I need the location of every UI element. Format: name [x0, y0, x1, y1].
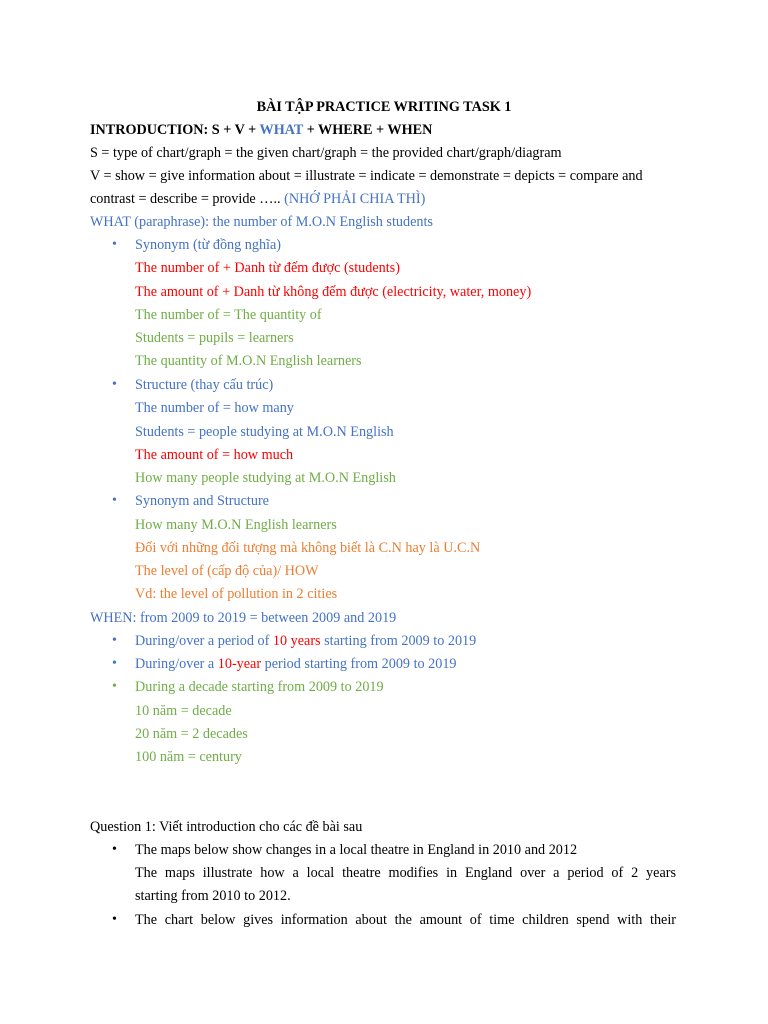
when-item-text: During/over a	[135, 656, 218, 672]
synonym-item: The number of = The quantity of	[135, 307, 322, 323]
page-title: BÀI TẬP PRACTICE WRITING TASK 1	[256, 99, 512, 115]
when-item: 10 năm = decade	[135, 703, 232, 719]
synonym-item: The number of + Danh từ đếm được (students)	[135, 260, 400, 276]
bullet-icon: •	[112, 679, 117, 694]
answer-line: The maps illustrate how a local theatre modifies in England over a period of 2 years	[135, 865, 676, 881]
intro-part-where-when: + WHERE + WHEN	[303, 122, 433, 138]
when-highlight: 10-year	[217, 656, 262, 672]
synonym-structure-heading: Synonym and Structure	[135, 493, 269, 509]
structure-item: Students = people studying at M.O.N English	[135, 424, 394, 440]
introduction-formula	[90, 120, 432, 140]
bullet-icon: •	[112, 493, 117, 508]
question-prompt: The maps below show changes in a local theatre in England in 2010 and 2012	[135, 842, 578, 858]
v-definition-text: contrast = describe = provide …..	[90, 191, 281, 207]
bullet-icon: •	[112, 912, 117, 927]
structure-heading: Structure (thay cấu trúc)	[135, 377, 274, 393]
when-item-text: starting from 2009 to 2019	[320, 633, 477, 649]
intro-part-what: WHAT	[259, 122, 304, 138]
what-paraphrase: WHAT (paraphrase): the number of M.O.N English students	[90, 214, 433, 230]
synonym-structure-item: The level of (cấp độ của)/ HOW	[135, 563, 319, 579]
synonym-structure-item: How many M.O.N English learners	[135, 517, 337, 533]
when-highlight: 10 years	[272, 633, 321, 649]
structure-item: How many people studying at M.O.N English	[135, 470, 396, 486]
bullet-icon: •	[112, 237, 117, 252]
structure-item: The amount of = how much	[135, 447, 294, 463]
tense-note: (NHỚ PHẢI CHIA THÌ)	[280, 191, 426, 207]
question-prompt: The chart below gives information about the amount of time children spend with their	[135, 912, 676, 928]
bullet-icon: •	[112, 842, 117, 857]
structure-item: The number of = how many	[135, 400, 294, 416]
when-item-text: period starting from 2009 to 2019	[261, 656, 457, 672]
when-item	[135, 654, 457, 674]
intro-part-s-v: INTRODUCTION: S + V +	[90, 122, 260, 138]
synonym-item: The quantity of M.O.N English learners	[135, 353, 362, 369]
when-item-text: During/over a period of	[135, 633, 273, 649]
answer-line: starting from 2010 to 2012.	[135, 888, 291, 904]
when-item: 20 năm = 2 decades	[135, 726, 248, 742]
question-heading: Question 1: Viết introduction cho các đề bài sau	[90, 819, 363, 835]
v-definition-line1: V = show = give information about = illustrate = indicate = demonstrate = depicts = compare and	[90, 168, 643, 184]
when-item: 100 năm = century	[135, 749, 242, 765]
synonym-structure-item: Vd: the level of pollution in 2 cities	[135, 586, 338, 602]
when-item	[135, 631, 476, 651]
when-line: WHEN: from 2009 to 2019 = between 2009 and 2019	[90, 610, 397, 626]
synonym-item: The amount of + Danh từ không đếm được (electricity, water, money)	[135, 284, 532, 300]
synonym-item: Students = pupils = learners	[135, 330, 294, 346]
bullet-icon: •	[112, 656, 117, 671]
when-item: During a decade starting from 2009 to 2019	[135, 679, 384, 695]
synonym-structure-item: Đối với những đối tượng mà không biết là C.N hay là U.C.N	[135, 540, 481, 556]
synonym-heading: Synonym (từ đồng nghĩa)	[135, 237, 282, 253]
bullet-icon: •	[112, 633, 117, 648]
v-definition-line2	[90, 189, 425, 209]
bullet-icon: •	[112, 377, 117, 392]
s-definition: S = type of chart/graph = the given chart/graph = the provided chart/graph/diagram	[90, 145, 562, 161]
